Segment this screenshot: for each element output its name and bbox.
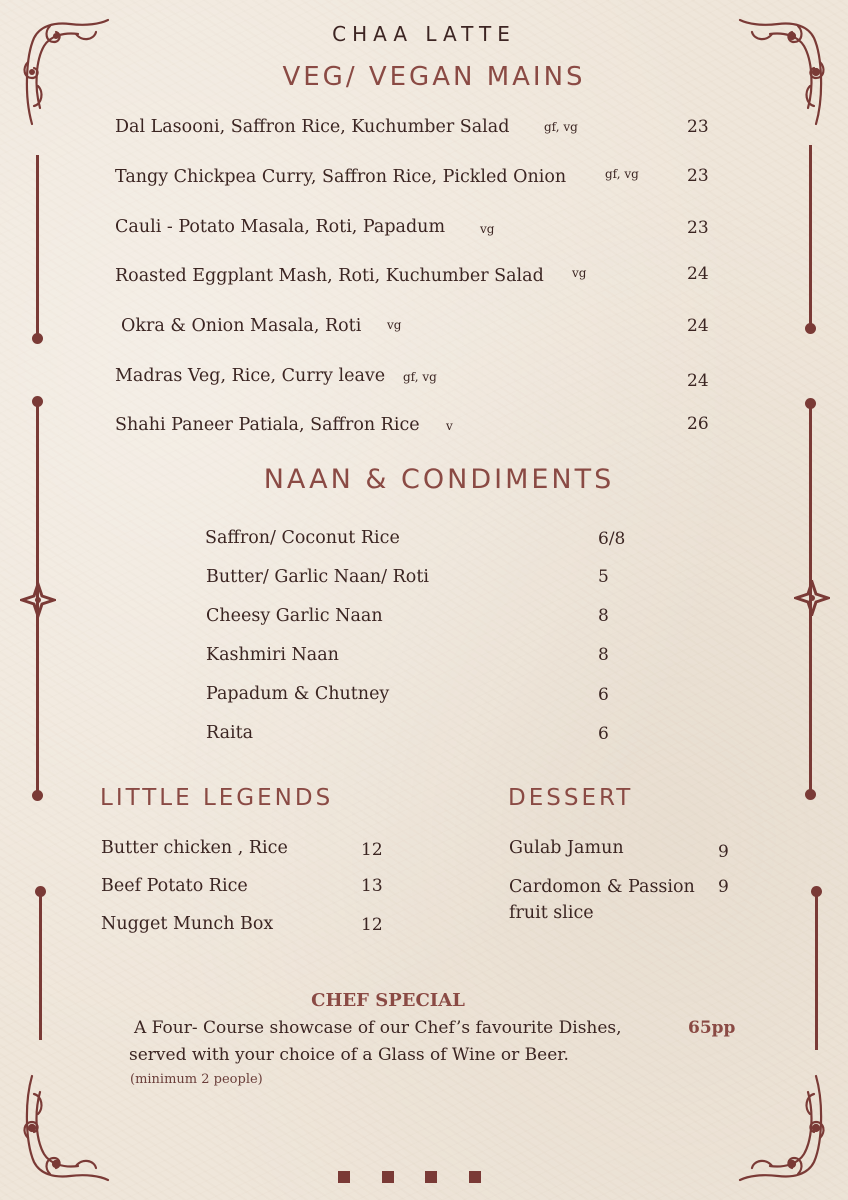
left-rule-top <box>36 155 39 335</box>
menu-item-name: Okra & Onion Masala, Roti <box>121 316 362 336</box>
menu-item-price: 8 <box>598 645 609 665</box>
diamond-ornament-icon <box>20 582 56 618</box>
menu-item-price: 6 <box>598 724 609 744</box>
diet-tags: gf, vg <box>544 120 578 134</box>
menu-item-name: Papadum & Chutney <box>206 684 390 704</box>
menu-item-price: 8 <box>598 606 609 626</box>
square-bullet-icon <box>338 1171 350 1183</box>
square-bullet-icon <box>425 1171 437 1183</box>
menu-item-price: 23 <box>687 166 709 186</box>
menu-item-name: Madras Veg, Rice, Curry leave <box>115 366 386 386</box>
left-rule-dot <box>32 333 43 344</box>
menu-item-name: Cheesy Garlic Naan <box>206 606 383 626</box>
menu-item-price: 12 <box>361 915 383 935</box>
menu-item-price: 24 <box>687 316 709 336</box>
menu-item-price: 23 <box>687 218 709 238</box>
menu-item-price: 6/8 <box>598 529 626 549</box>
diet-tags: vg <box>387 318 402 332</box>
menu-item-name: Raita <box>206 723 254 743</box>
dessert-title: DESSERT <box>508 785 634 811</box>
right-rule-dot <box>805 323 816 334</box>
menu-item-name: Shahi Paneer Patiala, Saffron Rice <box>115 415 420 435</box>
right-rule-bottom <box>815 890 818 1050</box>
left-rule-dot <box>32 790 43 801</box>
veg-section-title: VEG/ VEGAN MAINS <box>282 62 586 92</box>
menu-item-price: 24 <box>687 371 709 391</box>
left-rule-bottom <box>39 890 42 1040</box>
naan-section-title: NAAN & CONDIMENTS <box>263 464 615 495</box>
diet-tags: vg <box>480 222 495 236</box>
menu-item-name: Kashmiri Naan <box>206 645 339 665</box>
corner-flourish-icon <box>736 16 828 128</box>
menu-item-name: Nugget Munch Box <box>101 914 274 934</box>
chef-special-price: 65pp <box>688 1018 736 1038</box>
menu-item-name: Cauli - Potato Masala, Roti, Papadum <box>115 217 446 237</box>
menu-item-name: Dal Lasooni, Saffron Rice, Kuchumber Salad <box>115 117 510 137</box>
menu-item-price: 23 <box>687 117 709 137</box>
menu-item-price: 12 <box>361 840 383 860</box>
corner-flourish-icon <box>20 16 112 128</box>
corner-flourish-icon <box>20 1072 112 1184</box>
menu-item-price: 9 <box>718 842 729 862</box>
chef-special-description-line-1: A Four- Course showcase of our Chef’s favourite Dishes, <box>134 1018 622 1038</box>
chef-special-note: (minimum 2 people) <box>130 1072 263 1087</box>
menu-item-name: Tangy Chickpea Curry, Saffron Rice, Pickled Onion <box>115 167 567 187</box>
chef-special-title: CHEF SPECIAL <box>311 990 465 1011</box>
menu-item-name: Saffron/ Coconut Rice <box>205 528 400 548</box>
diet-tags: gf, vg <box>403 370 437 384</box>
square-bullet-icon <box>469 1171 481 1183</box>
corner-flourish-icon <box>736 1072 828 1184</box>
menu-item-price: 5 <box>598 567 609 587</box>
square-bullet-icon <box>382 1171 394 1183</box>
diet-tags: v <box>446 419 453 433</box>
right-rule-top <box>809 145 812 330</box>
diet-tags: gf, vg <box>605 167 639 181</box>
chef-special-description-line-2: served with your choice of a Glass of Wine or Beer. <box>129 1045 569 1065</box>
menu-item-name: Beef Potato Rice <box>101 876 248 896</box>
restaurant-name: CHAA LATTE <box>332 22 516 46</box>
menu-item-price: 6 <box>598 685 609 705</box>
little-legends-title: LITTLE LEGENDS <box>100 785 334 811</box>
menu-item-name: Butter chicken , Rice <box>101 838 288 858</box>
menu-item-price: 24 <box>687 264 709 284</box>
menu-item-price: 13 <box>361 876 383 896</box>
menu-item-price: 9 <box>718 877 729 897</box>
right-rule-dot <box>805 789 816 800</box>
menu-item-name: Cardomon & Passion <box>509 877 695 897</box>
menu-item-name-continued: fruit slice <box>509 903 594 923</box>
menu-item-name: Roasted Eggplant Mash, Roti, Kuchumber Salad <box>115 266 544 286</box>
diet-tags: vg <box>572 266 587 280</box>
menu-item-price: 26 <box>687 414 709 434</box>
menu-item-name: Butter/ Garlic Naan/ Roti <box>206 567 429 587</box>
diamond-ornament-icon <box>794 580 830 616</box>
menu-item-name: Gulab Jamun <box>509 838 624 858</box>
